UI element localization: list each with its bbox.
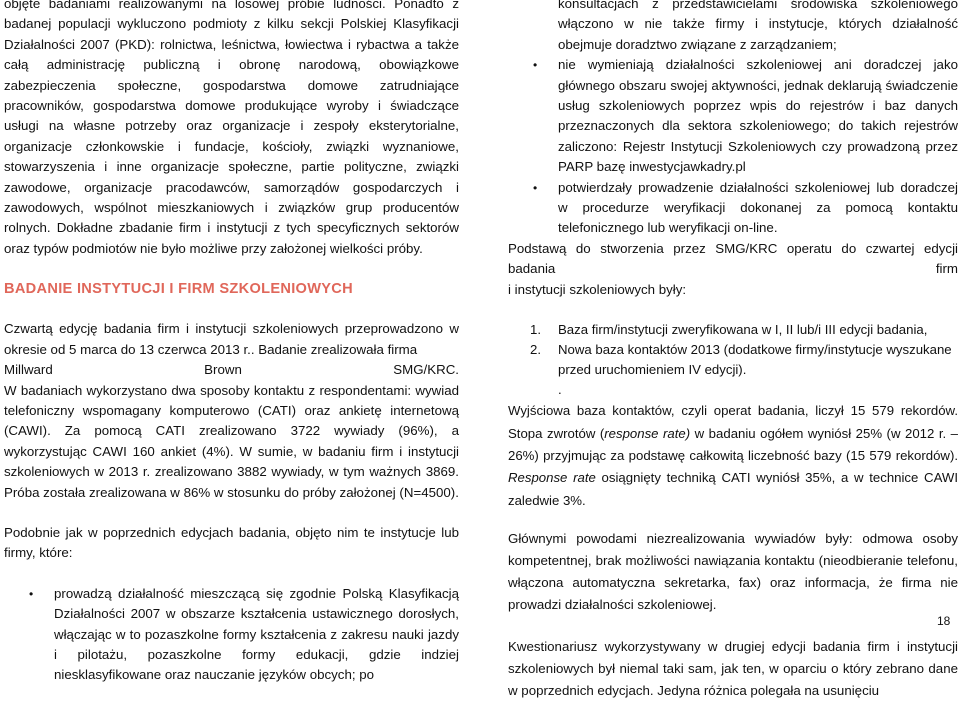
bullet-icon: • [29,586,34,601]
source-item-text: Baza firm/instytucji zweryfikowana w I, II lub/i III edycji badania, [558,322,928,338]
operat-paragraph-end: i instytucji szkoleniowych były: [508,281,687,297]
right-column [508,0,958,702]
list-item [508,380,958,400]
nonresponse-paragraph: Głównymi powodami niezrealizowania wywiadów były: odmowa osoby kompetentnej, brak możliwości nawiązania kontaktu (nieodbieranie telefonu, włączona automatyczna sekretarka, fax) oraz informacja, że firma nie prowadzi działalności szkoleniowej. [508,531,958,613]
criteria-item-text: prowadzą działalność mieszczącą się zgodnie Polską Klasyfikacją Działalności 2007 w obszarze kształcenia ustawicznego dorosłych, włączając w to pozaszkolne formy kształcenia z zakresu nauki jazdy i pilotażu, pozaszkolne formy edukacji, gdzie indziej niesklasyfikowane oraz nauczanie języków obcych; po [54,585,459,683]
criteria-list [4,584,459,686]
questionnaire-paragraph: Kwestionariusz wykorzystywany w drugiej edycji badania firm i instytucji szkoleniowych był niemal taki sam, jak ten, w oparciu o który zebrano dane w poprzednich edycjach. Jedyna różnica polegała na usunięciu [508,639,958,699]
list-item [508,340,958,380]
left-column [4,0,459,686]
list-number: 2. [530,342,541,358]
response-text-emphasis-2: Response rate [508,470,596,486]
criteria-item-text: nie wymieniają działalności szkoleniowej ani doradczej jako głównego obszaru swojej aktywności, jednak deklarują świadczenie usług szkoleniowych poprzez wpis do rejestrów i baz danych przeznaczonych dla sektora szkoleniowego; do takich rejestrów zaliczono: Rejestr Instytucji Szkoleniowych czy prowadzoną przez PARP bazę inwestycjawkadry.pl [558,57,958,175]
list-item [4,584,459,686]
section-heading: BADANIE INSTYTUCJI I FIRM SZKOLENIOWYCH [4,281,353,298]
operat-paragraph: Podstawą do stworzenia przez SMG/KRC operatu do czwartej edycji badania firm [508,240,958,277]
bullet-icon: • [533,180,538,195]
source-item-text: Nowa baza kontaktów 2013 (dodatkowe firmy/instytucje wyszukane przed uruchomieniem IV edycji). [558,342,952,378]
list-item [508,55,958,177]
criteria-item-continued-text: konsultacjach z przedstawicielami środowiska szkoleniowego włączono w nie także firmy i instytucje, których działalność obejmuje doradztwo związane z zarządzaniem; [558,0,958,52]
study-paragraph-methods: W badaniach wykorzystano dwa sposoby kontaktu z respondentami: wywiad telefoniczny wspomagany komputerowo (CATI) oraz ankietę internetową (CAWI). Za pomocą CATI zrealizowano 3722 wywiady (96%), a wykorzystując CAWI 160 ankiet (4%). W sumie, w badaniu firm i instytucji szkoleniowych w 2013 r. zrealizowano 3882 wywiady, w tym ważnych 3869. Próba została zrealizowana w 86% w stosunku do próby założonej (N=4500). [4,382,459,500]
response-rate-paragraph [508,400,958,512]
list-number: 1. [530,322,541,338]
page-number: 18 [937,614,951,628]
criteria-intro: Podobnie jak w poprzednich edycjach badania, objęto nim te instytucje lub firmy, które: [4,524,459,561]
intro-paragraph: objęte badaniami realizowanymi na losowej próbie ludności. Ponadto z badanej populacji wykluczono podmioty z kilku sekcji Polskiej Klasyfikacji Działalności 2007 (PKD): rolnictwa, leśnictwa, łowiectwa i rybactwa a także całą administrację publiczną i obronę narodową, obowiązkowe zabezpieczenia społeczne, gospodarstwa domowe zatrudniające pracowników, gospodarstwa domowe produkujące wyroby i świadczące usługi na własne potrzeby oraz organizacje i zespoły eksterytorialne, organizacje członkowskie i fundacje, kościoły, związki wyznaniowe, stowarzyszenia i inne organizacje społeczne, partie polityczne, związki zawodowe, organizacje pracodawców, samorządów gospodarczych i zawodowych, wspólnot mieszkaniowych i związków grup producentów rolnych. Dokładne zbadanie firm i instytucji z tych specyficznych sektorów oraz typów podmiotów nie było możliwe przy założonej wielkości próby. [4,0,459,256]
response-text-2: w badaniu ogółem wyniósł 25% (w 2012 r. – 26%) przyjmując za podstawę całkowitą liczebność bazy (15 579 rekordów). [508,425,959,463]
response-text-1: Wyjściowa baza kontaktów, czyli operat badania, liczył 15 579 rekordów. Stopa zwrotów ( [508,403,958,441]
list-item [508,0,958,55]
list-item [508,320,958,340]
criteria-list-continued [508,0,958,239]
study-paragraph-firm: Millward Brown SMG/KRC. [4,362,459,378]
response-text-3: osiągnięty techniką CATI wyniósł 35%, a w technice CAWI zaledwie 3%. [508,470,958,508]
response-text-emphasis-1: response rate) [604,425,691,441]
bullet-icon: • [533,58,538,73]
stray-dot: . [558,382,562,398]
list-item [508,178,958,239]
study-paragraph-dates: Czwartą edycję badania firm i instytucji szkoleniowych przeprowadzono w okresie od 5 marca do 13 czerwca 2013 r.. Badanie zrealizowała firma [4,321,459,357]
criteria-item-text: potwierdzały prowadzenie działalności szkoleniowej lub doradczej w procedurze weryfikacji dokonanej za pomocą kontaktu telefonicznego lub weryfikacji on-line. [558,179,958,236]
study-paragraph [4,319,459,503]
sources-list [508,320,958,400]
